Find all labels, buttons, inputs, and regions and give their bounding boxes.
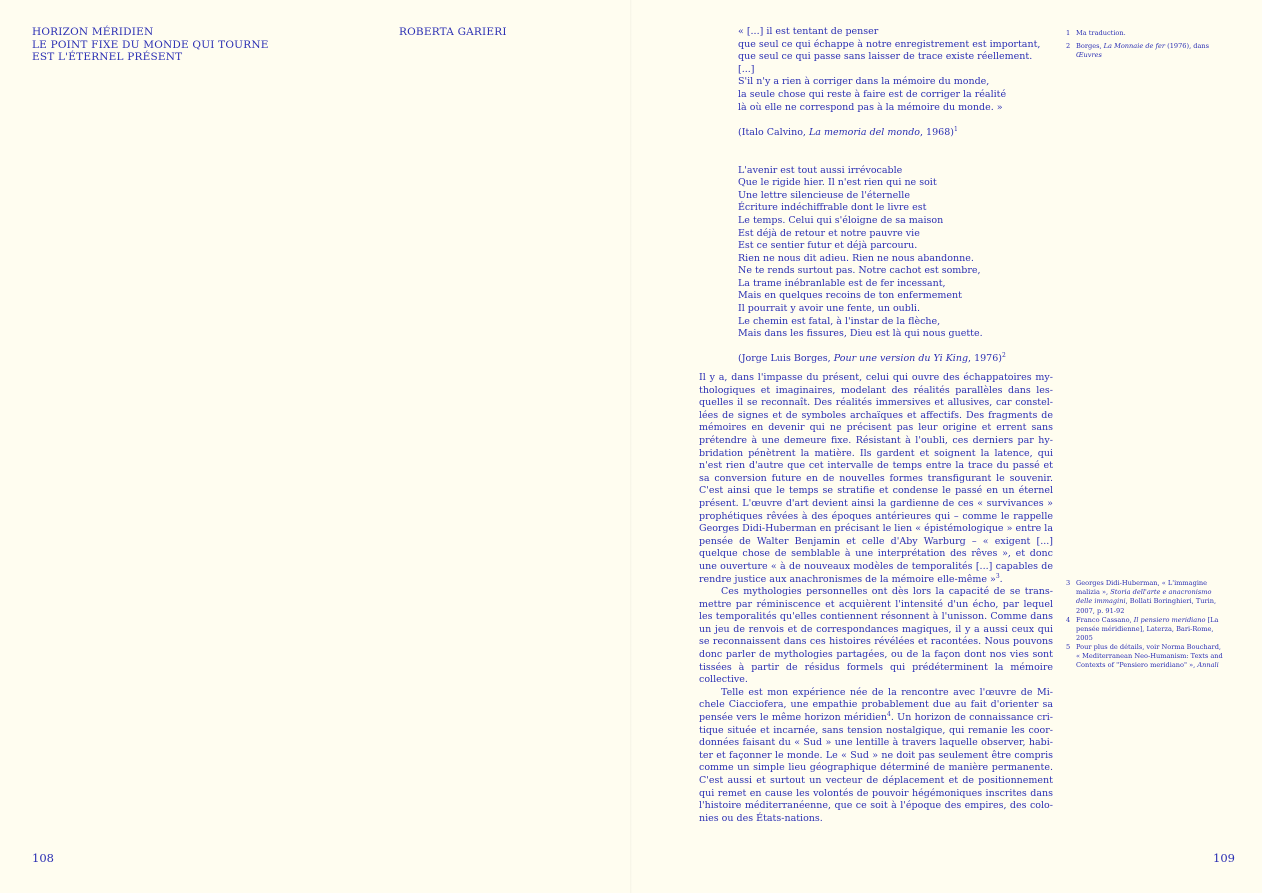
paragraph: Telle est mon expérience née de la rencontre avec l'œuvre de Michele Ciacciofera, une empathie probablement due au fait d'orienter sa pensée vers le même horizon méridien$^4$. Un horizon de connaissance critique située et incarnée, sans tension nostalgique, qui remanie les coordonnées faisant du « Sud » une lentille à travers laquelle observer, habiter et façonner le monde. Le « Sud » ne doit pas seulement être compris comme un simple lieu géographique déterminé de manière permanente. C'est aussi et surtout un vecteur de déplacement et de positionnement qui remet en cause les volontés de pouvoir hégémoniques inscrites dans l'histoire méditerranéenne, que ce soit à l'époque des empires, des colonies ou des États-nations.	[699, 686, 1053, 824]
quote-line: « [...] il est tentant de penser	[738, 26, 879, 37]
footnote: 5 Pour plus de détails, voir Norma Bouchard, « Mediterranean Neo-Humanism: Texts and Contexts of "Pensiero meridiano" », Annali	[1066, 643, 1223, 670]
poem-line: Est ce sentier futur et déjà parcouru.	[738, 240, 918, 252]
page-gutter	[630, 0, 632, 893]
footnote: 4 Franco Cassano, Il pensiero meridiano [La pensée méridienne], Laterza, Bari-Rome, 2005	[1066, 616, 1219, 643]
note-ref: 2	[1001, 352, 1006, 360]
body-text	[699, 372, 1053, 825]
poem-line: Rien ne nous dit adieu. Rien ne nous abandonne.	[738, 252, 974, 264]
running-head-title: HORIZON MÉRIDIEN LE POINT FIXE DU MONDE QUI TOURNE EST L'ÉTERNEL PRÉSENT	[32, 26, 269, 63]
poem-line: Mais dans les fissures, Dieu est là qui nous guette.	[738, 328, 983, 340]
poem-line: Il pourrait y avoir une fente, un oubli.	[738, 303, 920, 315]
poem-line: Est déjà de retour et notre pauvre vie	[738, 227, 920, 239]
page-number-left: 108	[32, 851, 54, 865]
poem-line: La trame inébranlable est de fer incessant,	[738, 277, 946, 289]
poem-line: Que le rigide hier. Il n'est rien qui ne soit	[738, 177, 937, 189]
poem-line: Mais en quelques recoins de ton enfermement	[738, 290, 962, 302]
borges-citation: (Jorge Luis Borges, Pour une version du Yi King, 1976)$^2$	[738, 352, 1006, 365]
poem-line: Le temps. Celui qui s'éloigne de sa maison	[738, 214, 944, 226]
poem-line: L'avenir est tout aussi irrévocable	[738, 164, 903, 176]
footnote: 1 Ma traduction.	[1066, 29, 1126, 37]
note-ref: 1	[953, 125, 958, 133]
poem-line: Écriture indéchiffrable dont le livre est	[738, 202, 927, 214]
poem-line: Une lettre silencieuse de l'éternelle	[738, 189, 910, 201]
footnote: 2 Borges, La Monnaie de fer (1976), dans Œuvres	[1066, 42, 1210, 60]
quote-line: [...]	[738, 63, 755, 75]
quote-line: que seul ce qui passe sans laisser de trace existe réellement.	[738, 51, 1033, 63]
quote-line: là où elle ne correspond pas à la mémoire du monde. »	[738, 101, 1003, 113]
running-head-author: ROBERTA GARIERI	[399, 26, 507, 38]
footnote: 3 Georges Didi-Huberman, « L'immagine malizia », Storia dell'arte e anacronismo delle immagini, Bollati Boringhieri, Turin, 2007, p. 91-92	[1066, 579, 1217, 615]
calvino-citation: (Italo Calvino, La memoria del mondo, 1968)$^1$	[738, 125, 958, 138]
quote-line: la seule chose qui reste à faire est de corriger la réalité	[738, 88, 1007, 100]
note-ref: 4	[887, 710, 891, 718]
paragraph: Il y a, dans l'impasse du présent, celui qui ouvre des échappatoires mythologiques et imaginaires, modelant des réalités parallèles dans lesquelles il se reconnaît. Des réalités immersives et allusives, car constellées de signes et de symboles archaïques et affectifs. Des fragments de mémoires en devenir qui ne précisent pas leur origine et errent sans prétendre à une demeure fixe. Résistant à l'oubli, ces derniers par hybridation pénètrent la matière. Ils gardent et soignent la latence, qui n'est rien d'autre que cet intervalle de temps entre la trace du passé et sa conversion future en de nouvelles formes transfigurant le souvenir. C'est ainsi que le temps se stratifie et condense le passé en un éternel présent. L'œuvre d'art devient ainsi la gardienne de ces « survivances » prophétiques rêvées à des époques antérieures qui – comme le rappelle Georges Didi-Huberman en précisant le lien « épistémologique » entre la pensée de Walter Benjamin et celle d'Aby Warburg – « exigent [...] quelque chose de semblable à une interprétation des rêves », et donc une ouverture « à de nouveaux modèles de temporalités [...] capables de rendre justice aux anachronismes de la mémoire elle-même »$^3$.	[699, 372, 1053, 585]
borges-poem	[738, 165, 1058, 341]
poem-line: Ne te rends surtout pas. Notre cachot est sombre,	[738, 265, 981, 277]
page-number-right: 109	[1213, 851, 1235, 865]
quote-line: que seul ce qui échappe à notre enregistrement est important,	[738, 38, 1041, 50]
note-ref: 3	[995, 572, 1000, 580]
poem-line: Le chemin est fatal, à l'instar de la flèche,	[738, 315, 941, 327]
calvino-quote	[738, 26, 1058, 114]
paragraph: Ces mythologies personnelles ont dès lors la capacité de se transmettre par réminiscence et acquièrent l'intensité d'un écho, par lequel les temporalités qu'elles contiennent résonnent à l'unisson. Comme dans un jeu de renvois et de correspondances magiques, il y a aussi ceux qui se reconnaissent dans ces histoires révélées et racontées. Nous pouvons donc parler de mythologies partagées, ou de la façon dont nos vies sont tissées à partir de résidus formels qui prédéterminent la mémoire collective.	[699, 586, 1053, 686]
quote-line: S'il n'y a rien à corriger dans la mémoire du monde,	[738, 76, 990, 88]
epigraph-block	[738, 26, 1058, 366]
